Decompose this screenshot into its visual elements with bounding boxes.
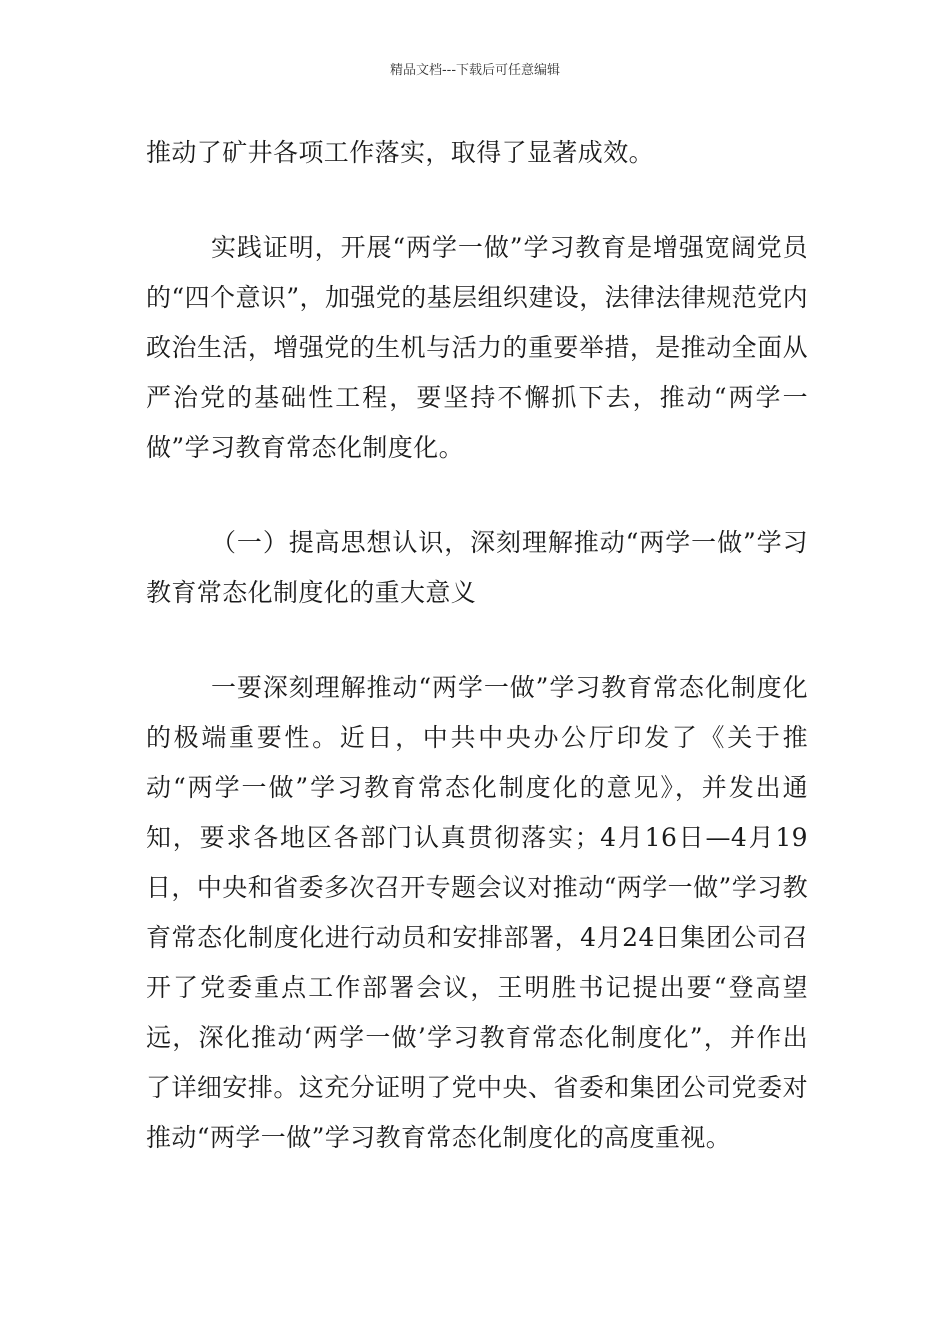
page-header: 精品文档---下载后可任意编辑 [389, 63, 561, 78]
paragraph-practice-proves: 实践证明，开展“两学一做”学习教育是增强宽阔党员的“四个意识”，加强党的基层组织建设，法律法律规范党内政治生活，增强党的生机与活力的重要举措，是推动全面从严治党的基础性工程，要坚持不懈抓下去，推动“两学一做”学习教育常态化制度化。 [146, 233, 808, 462]
paragraph-importance: 一要深刻理解推动“两学一做”学习教育常态化制度化的极端重要性。近日，中共中央办公厅印发了《关于推动“两学一做”学习教育常态化制度化的意见》，并发出通知，要求各地区各部门认真贯彻落实；4月16日—4月19日，中央和省委多次召开专题会议对推动“两学一做”学习教育常态化制度化进行动员和安排部署，4月24日集团公司召开了党委重点工作部署会议，王明胜书记提出要“登高望远，深化推动‘两学一做’学习教育常态化制度化”，并作出了详细安排。这充分证明了党中央、省委和集团公司党委对推动“两学一做”学习教育常态化制度化的高度重视。 [146, 673, 808, 1152]
paragraph-continuation: 推动了矿井各项工作落实，取得了显著成效。 [146, 138, 655, 167]
section-heading-one: （一）提高思想认识，深刻理解推动“两学一做”学习教育常态化制度化的重大意义 [146, 528, 808, 607]
document-body [146, 128, 808, 1163]
